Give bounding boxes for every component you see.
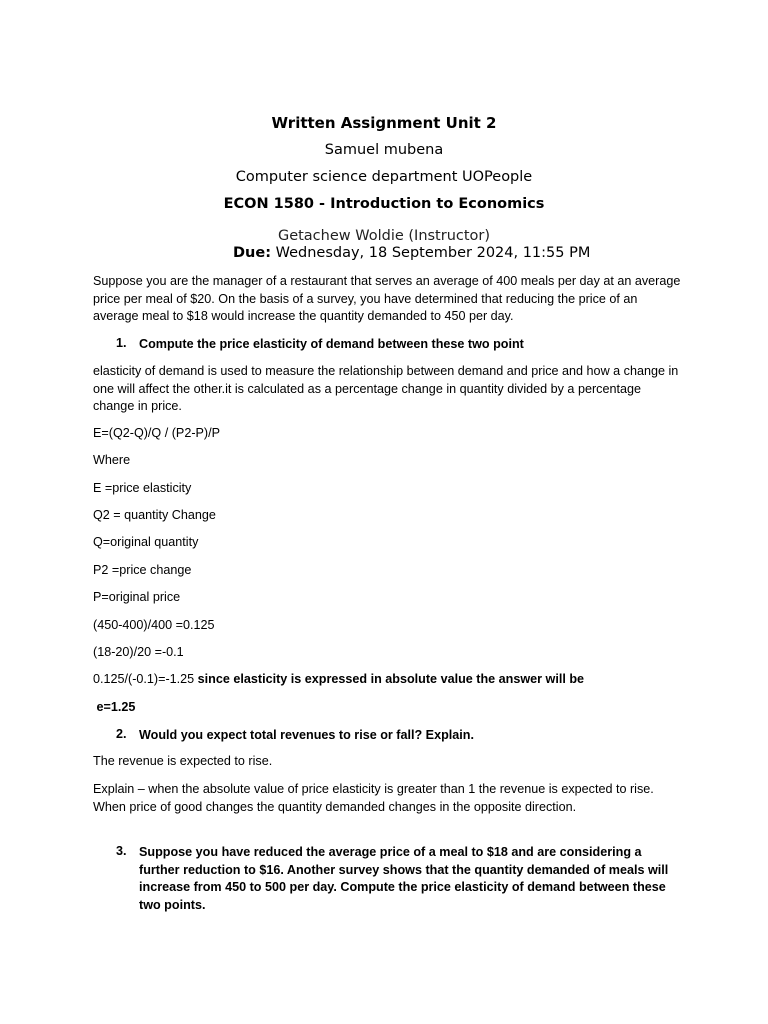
question-2-number: 2. xyxy=(116,727,127,741)
calc-elasticity-note: since elasticity is expressed in absolute value the answer will be xyxy=(197,672,585,686)
calc-quantity: (450-400)/400 =0.125 xyxy=(93,618,215,632)
formula: E=(Q2-Q)/Q / (P2-P)/P xyxy=(93,426,221,440)
question-1-text: Compute the price elasticity of demand between these two point xyxy=(139,337,524,351)
course-title: ECON 1580 - Introduction to Economics xyxy=(223,196,545,212)
var-e: E =price elasticity xyxy=(93,481,192,495)
elasticity-result: e=1.25 xyxy=(93,700,136,714)
question-1-number: 1. xyxy=(116,336,127,350)
where-label: Where xyxy=(93,453,131,467)
due-date xyxy=(233,245,590,261)
var-p: P=original price xyxy=(93,590,181,604)
var-p2: P2 =price change xyxy=(93,563,192,577)
department: Computer science department UOPeople xyxy=(235,169,533,185)
question-3-number: 3. xyxy=(116,844,127,858)
answer-2: The revenue is expected to rise. xyxy=(93,754,273,768)
author-name: Samuel mubena xyxy=(324,142,444,158)
due-value: Wednesday, 18 September 2024, 11:55 PM xyxy=(275,245,591,261)
calc-price: (18-20)/20 =-0.1 xyxy=(93,645,184,659)
question-3-text: Suppose you have reduced the average price of a meal to $18 and are considering a further reduction to $16. Another survey shows that the quantity demanded of meals will increase from 450 to 500 per day. Compute the price elasticity of demand between these two points. xyxy=(139,845,669,912)
var-q: Q=original quantity xyxy=(93,535,199,549)
definition-paragraph: elasticity of demand is used to measure the relationship between demand and price and how a change in one will affect the other.it is calculated as a percentage change in quantity divided by a percentage change in price. xyxy=(93,364,679,413)
calc-elasticity-value: 0.125/(-0.1)=-1.25 xyxy=(93,672,198,686)
calc-elasticity xyxy=(93,672,584,686)
var-q2: Q2 = quantity Change xyxy=(93,508,216,522)
explanation-2: Explain – when the absolute value of price elasticity is greater than 1 the revenue is expected to rise. When price of good changes the quantity demanded changes in the opposite direction. xyxy=(93,782,654,814)
document-title: Written Assignment Unit 2 xyxy=(271,114,497,132)
question-2-text: Would you expect total revenues to rise or fall? Explain. xyxy=(139,728,474,742)
instructor-name: Getachew Woldie (Instructor) xyxy=(277,228,491,244)
intro-paragraph: Suppose you are the manager of a restaurant that serves an average of 400 meals per day at an average price per meal of $20. On the basis of a survey, you have determined that reducing the price of an average meal to $18 would increase the quantity demanded to 450 per day. xyxy=(93,274,681,323)
due-label: Due: xyxy=(233,245,271,261)
